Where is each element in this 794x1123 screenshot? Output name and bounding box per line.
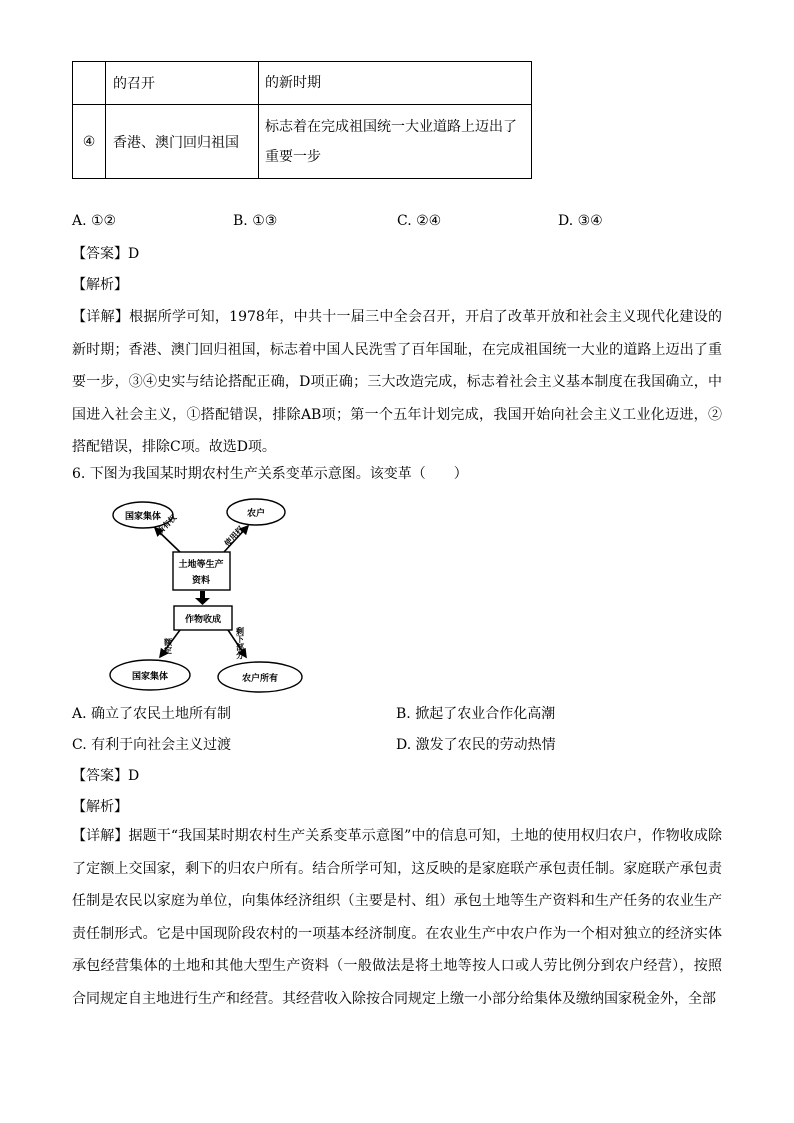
q5-options [72,213,692,233]
option-a[interactable]: A. ①② [72,213,117,229]
q5-analysis-label: 【解析】 [72,277,128,293]
q5-detail: 【详解】根据所学可知，1978年，中共十一届三中全会召开，开启了改革开放和社会主义现代化建设的新时期；香港、澳门回归祖国，标志着中国人民洗雪了百年国耻，在完成祖国统一大业的道路上迈出了重要一步，③④史实与结论搭配正确，D项正确；三大改造完成，标志着社会主义基本制度在我国确立，中国进入社会主义，①搭配错误，排除AB项；第一个五年计划完成，我国开始向社会主义工业化迈进，②搭配错误，排除C项。故选D项。 [72,309,722,455]
choice-a[interactable]: A. 确立了农民土地所有制 [72,706,232,722]
event-cell: 的召开 [106,62,259,105]
use-right-label: 使用权 [222,524,246,549]
option-b[interactable]: B. ①③ [233,213,278,229]
row-number: ④ [73,105,106,179]
farmer-own-bottom-label: 农户所有 [241,674,279,684]
history-events-table [72,61,532,179]
option-d[interactable]: D. ③④ [558,213,603,229]
table-row [73,105,532,179]
land-box-line1: 土地等生产 [178,560,224,570]
meaning-cell: 的新时期 [259,62,532,105]
choice-c[interactable]: C. 有利于向社会主义过渡 [72,737,232,753]
event-cell: 香港、澳门回归祖国 [106,105,259,179]
option-c[interactable]: C. ②④ [397,213,442,229]
state-collective-top-label: 国家集体 [124,512,162,522]
q6-analysis-label: 【解析】 [72,799,128,815]
ownership-label: 所有权 [155,513,179,537]
choice-b[interactable]: B. 掀起了农业合作化高潮 [396,706,556,722]
quota-label: 额定 [163,638,173,654]
down-arrow-shaft [200,591,205,599]
production-relations-diagram [108,495,318,695]
table-row [73,62,532,105]
q6-stem: 6. 下图为我国某时期农村生产关系变革示意图。该变革（ ） [72,466,468,482]
remaining-label: 剩下部分 [235,627,245,659]
q5-answer: 【答案】D [72,246,140,262]
state-collective-bottom-label: 国家集体 [131,672,169,682]
down-arrow-head [195,598,210,605]
farmer-top-label: 农户 [246,509,266,519]
row-number [73,62,106,105]
meaning-cell: 标志着在完成祖国统一大业道路上迈出了重要一步 [259,105,532,179]
q6-detail: 【详解】据题干“我国某时期农村生产关系变革示意图”中的信息可知，土地的使用权归农户，作物收成除了定额上交国家，剩下的归农户所有。结合所学可知，这反映的是家庭联产承包责任制。家庭联产承包责任制是农民以家庭为单位，向集体经济组织（主要是村、组）承包土地等生产资料和生产任务的农业生产责任制形式。它是中国现阶段农村的一项基本经济制度。在农业生产中农户作为一个相对独立的经济实体承包经营集体的土地和其他大型生产资料（一般做法是将土地等按人口或人劳比例分到农户经营），按照合同规定自主地进行生产和经营。其经营收入除按合同规定上缴一小部分给集体及缴纳国家税金外，全部 [72,828,722,1007]
q6-answer: 【答案】D [72,768,140,784]
harvest-label: 作物收成 [184,615,222,625]
land-box-line2: 资料 [191,576,211,586]
choice-d[interactable]: D. 激发了农民的劳动热情 [396,737,556,753]
